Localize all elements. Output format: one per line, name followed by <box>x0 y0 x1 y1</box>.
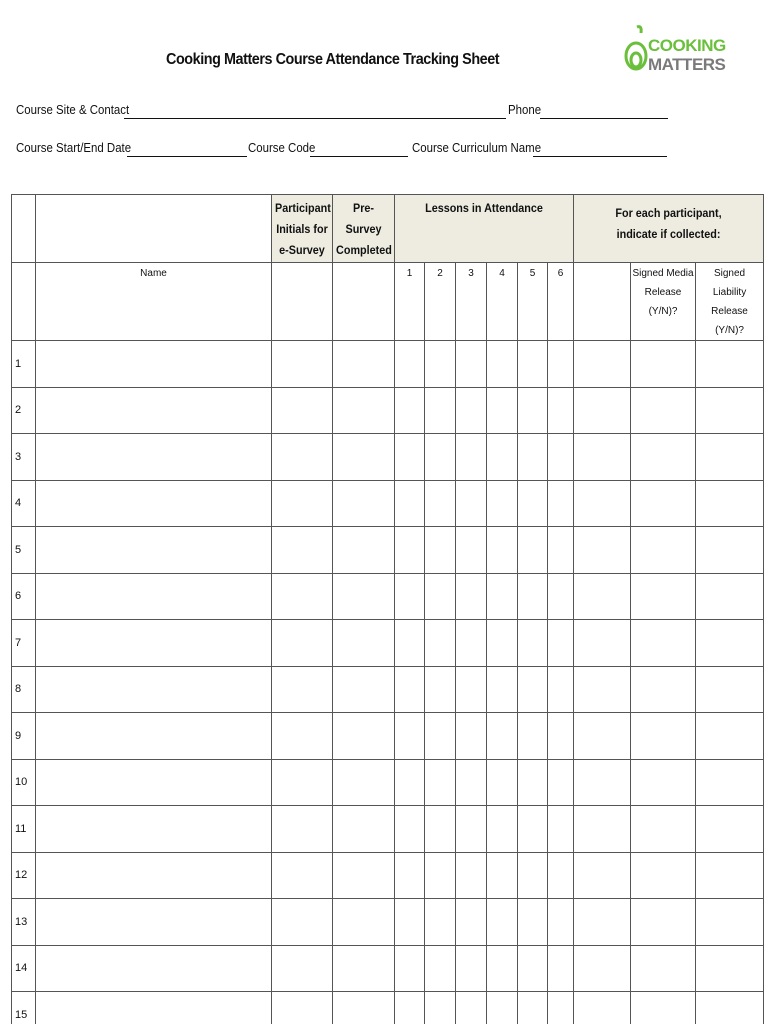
table-cell[interactable] <box>395 573 425 620</box>
table-cell[interactable] <box>36 992 272 1024</box>
table-cell[interactable] <box>631 666 696 713</box>
table-row <box>12 713 764 760</box>
table-cell[interactable] <box>518 387 548 434</box>
liability-header: Signed Liability Release (Y/N)? <box>711 268 748 336</box>
table-cell[interactable] <box>36 806 272 853</box>
table-cell[interactable] <box>456 852 487 899</box>
table-cell[interactable] <box>574 387 631 434</box>
table-cell[interactable] <box>456 434 487 481</box>
table-cell[interactable] <box>548 806 574 853</box>
row-number: 7 <box>12 620 36 667</box>
table-cell[interactable] <box>425 341 456 388</box>
table-row <box>12 852 764 899</box>
table-cell[interactable] <box>456 527 487 574</box>
row-number: 14 <box>12 945 36 992</box>
row-number: 2 <box>12 387 36 434</box>
row-number: 12 <box>12 852 36 899</box>
table-cell[interactable] <box>36 620 272 667</box>
table-cell[interactable] <box>487 387 518 434</box>
table-cell[interactable] <box>333 992 395 1024</box>
table-cell[interactable] <box>487 620 518 667</box>
table-cell[interactable] <box>518 620 548 667</box>
table-cell[interactable] <box>272 713 333 760</box>
table-cell[interactable] <box>425 992 456 1024</box>
table-cell[interactable] <box>518 434 548 481</box>
table-cell[interactable] <box>696 992 764 1024</box>
table-cell[interactable] <box>36 666 272 713</box>
table-cell[interactable] <box>487 992 518 1024</box>
table-cell[interactable] <box>36 899 272 946</box>
table-cell[interactable] <box>548 573 574 620</box>
table-row <box>12 387 764 434</box>
table-cell[interactable] <box>487 899 518 946</box>
curriculum-input[interactable] <box>533 156 667 157</box>
table-cell[interactable] <box>487 713 518 760</box>
collected-header: For each participant, indicate if collected: <box>615 206 722 241</box>
table-cell[interactable] <box>333 713 395 760</box>
table-cell[interactable] <box>36 527 272 574</box>
initials-header: Participant Initials for e-Survey <box>275 201 331 257</box>
table-cell[interactable] <box>272 945 333 992</box>
phone-input[interactable] <box>540 118 668 119</box>
table-cell[interactable] <box>425 573 456 620</box>
table-cell[interactable] <box>574 945 631 992</box>
table-cell[interactable] <box>395 759 425 806</box>
table-cell[interactable] <box>333 806 395 853</box>
table-row <box>12 620 764 667</box>
dates-label: Course Start/End Date <box>16 140 132 155</box>
table-cell[interactable] <box>272 852 333 899</box>
table-cell[interactable] <box>518 759 548 806</box>
table-row <box>12 434 764 481</box>
table-cell[interactable] <box>487 759 518 806</box>
table-cell[interactable] <box>272 992 333 1024</box>
table-cell[interactable] <box>456 666 487 713</box>
row-number: 1 <box>12 341 36 388</box>
table-cell[interactable] <box>456 945 487 992</box>
table-cell[interactable] <box>272 341 333 388</box>
table-cell[interactable] <box>631 480 696 527</box>
table-cell[interactable] <box>425 480 456 527</box>
table-cell[interactable] <box>395 852 425 899</box>
apple-logo-icon <box>624 24 650 76</box>
table-cell[interactable] <box>333 573 395 620</box>
table-cell[interactable] <box>487 480 518 527</box>
table-cell[interactable] <box>425 945 456 992</box>
row-number: 9 <box>12 713 36 760</box>
table-cell[interactable] <box>574 806 631 853</box>
table-cell[interactable] <box>631 527 696 574</box>
table-cell[interactable] <box>696 620 764 667</box>
table-cell[interactable] <box>696 480 764 527</box>
table-cell[interactable] <box>631 852 696 899</box>
table-cell[interactable] <box>631 899 696 946</box>
table-cell[interactable] <box>631 620 696 667</box>
table-cell[interactable] <box>548 620 574 667</box>
table-cell[interactable] <box>425 666 456 713</box>
table-cell[interactable] <box>518 573 548 620</box>
presurvey-header: Pre-Survey Completed <box>336 201 392 257</box>
table-cell[interactable] <box>696 945 764 992</box>
table-cell[interactable] <box>574 341 631 388</box>
table-cell[interactable] <box>487 573 518 620</box>
table-cell[interactable] <box>395 899 425 946</box>
table-row <box>12 899 764 946</box>
table-cell[interactable] <box>36 480 272 527</box>
table-cell[interactable] <box>487 434 518 481</box>
table-cell[interactable] <box>574 992 631 1024</box>
table-cell[interactable] <box>272 666 333 713</box>
table-cell[interactable] <box>487 806 518 853</box>
name-header: Name <box>140 268 167 279</box>
table-cell[interactable] <box>574 852 631 899</box>
table-row <box>12 666 764 713</box>
table-cell[interactable] <box>272 434 333 481</box>
lesson-4-header: 4 <box>499 268 505 279</box>
table-cell[interactable] <box>333 387 395 434</box>
row-number: 8 <box>12 666 36 713</box>
table-cell[interactable] <box>518 341 548 388</box>
table-cell[interactable] <box>456 573 487 620</box>
attendance-table <box>11 194 764 1024</box>
table-cell[interactable] <box>456 806 487 853</box>
lesson-6-header: 6 <box>557 268 564 279</box>
lessons-header: Lessons in Attendance <box>425 201 543 215</box>
table-cell[interactable] <box>696 806 764 853</box>
table-cell[interactable] <box>36 341 272 388</box>
table-cell[interactable] <box>395 480 425 527</box>
table-cell[interactable] <box>574 480 631 527</box>
table-row <box>12 341 764 388</box>
table-cell[interactable] <box>36 434 272 481</box>
table-cell[interactable] <box>548 713 574 760</box>
table-cell[interactable] <box>333 899 395 946</box>
table-cell[interactable] <box>631 573 696 620</box>
table-cell[interactable] <box>456 387 487 434</box>
table-cell[interactable] <box>425 434 456 481</box>
table-cell[interactable] <box>696 852 764 899</box>
table-cell[interactable] <box>696 434 764 481</box>
table-cell[interactable] <box>518 852 548 899</box>
table-cell[interactable] <box>333 945 395 992</box>
table-cell[interactable] <box>487 945 518 992</box>
cooking-matters-logo: COOKING MATTERS <box>624 24 734 78</box>
table-cell[interactable] <box>272 480 333 527</box>
table-cell[interactable] <box>36 945 272 992</box>
table-cell[interactable] <box>574 620 631 667</box>
page-title: Cooking Matters Course Attendance Tracking Sheet <box>166 51 500 68</box>
table-cell[interactable] <box>425 387 456 434</box>
lesson-1-header: 1 <box>406 268 413 279</box>
table-cell[interactable] <box>36 759 272 806</box>
table-cell[interactable] <box>631 759 696 806</box>
table-cell[interactable] <box>574 527 631 574</box>
table-cell[interactable] <box>518 945 548 992</box>
row-number: 10 <box>12 759 36 806</box>
table-cell[interactable] <box>518 992 548 1024</box>
row-number: 5 <box>12 527 36 574</box>
table-cell[interactable] <box>631 341 696 388</box>
table-cell[interactable] <box>574 573 631 620</box>
course-code-label: Course Code <box>248 140 316 155</box>
table-cell[interactable] <box>518 480 548 527</box>
table-cell[interactable] <box>574 713 631 760</box>
table-cell[interactable] <box>425 527 456 574</box>
table-cell[interactable] <box>696 341 764 388</box>
table-cell[interactable] <box>487 341 518 388</box>
table-cell[interactable] <box>456 759 487 806</box>
table-cell[interactable] <box>456 899 487 946</box>
table-cell[interactable] <box>631 992 696 1024</box>
lesson-5-header: 5 <box>529 268 536 279</box>
table-cell[interactable] <box>631 713 696 760</box>
table-cell[interactable] <box>395 713 425 760</box>
row-number: 6 <box>12 573 36 620</box>
table-cell[interactable] <box>696 527 764 574</box>
media-header: Signed Media Release (Y/N)? <box>632 268 694 317</box>
table-cell[interactable] <box>548 759 574 806</box>
table-cell[interactable] <box>574 759 631 806</box>
table-cell[interactable] <box>487 666 518 713</box>
table-cell[interactable] <box>518 527 548 574</box>
table-cell[interactable] <box>272 387 333 434</box>
table-cell[interactable] <box>333 341 395 388</box>
table-cell[interactable] <box>395 620 425 667</box>
table-cell[interactable] <box>272 899 333 946</box>
table-cell[interactable] <box>696 899 764 946</box>
table-cell[interactable] <box>548 992 574 1024</box>
table-cell[interactable] <box>456 480 487 527</box>
table-cell[interactable] <box>272 806 333 853</box>
lesson-3-header: 3 <box>468 268 474 279</box>
table-cell[interactable] <box>395 387 425 434</box>
table-cell[interactable] <box>548 480 574 527</box>
course-site-label: Course Site & Contact <box>16 102 130 117</box>
table-cell[interactable] <box>487 527 518 574</box>
table-cell[interactable] <box>548 666 574 713</box>
table-cell[interactable] <box>456 713 487 760</box>
table-row <box>12 806 764 853</box>
table-cell[interactable] <box>518 899 548 946</box>
table-cell[interactable] <box>631 434 696 481</box>
table-row <box>12 759 764 806</box>
table-cell[interactable] <box>518 666 548 713</box>
table-cell[interactable] <box>696 666 764 713</box>
table-cell[interactable] <box>272 573 333 620</box>
course-code-input[interactable] <box>310 156 408 157</box>
table-cell[interactable] <box>456 992 487 1024</box>
table-row <box>12 527 764 574</box>
table-cell[interactable] <box>487 852 518 899</box>
table-cell[interactable] <box>456 620 487 667</box>
table-row <box>12 992 764 1024</box>
table-cell[interactable] <box>548 852 574 899</box>
table-cell[interactable] <box>36 573 272 620</box>
table-row <box>12 945 764 992</box>
table-cell[interactable] <box>425 852 456 899</box>
table-cell[interactable] <box>395 434 425 481</box>
table-cell[interactable] <box>574 434 631 481</box>
table-cell[interactable] <box>272 759 333 806</box>
lesson-2-header: 2 <box>437 268 443 279</box>
table-cell[interactable] <box>395 806 425 853</box>
course-site-input[interactable] <box>124 118 506 119</box>
table-cell[interactable] <box>548 434 574 481</box>
phone-label: Phone <box>508 102 542 117</box>
table-cell[interactable] <box>631 806 696 853</box>
table-cell[interactable] <box>631 387 696 434</box>
table-cell[interactable] <box>696 759 764 806</box>
table-cell[interactable] <box>333 480 395 527</box>
table-cell[interactable] <box>395 666 425 713</box>
table-cell[interactable] <box>456 341 487 388</box>
table-cell[interactable] <box>425 713 456 760</box>
row-number: 3 <box>12 434 36 481</box>
table-cell[interactable] <box>548 341 574 388</box>
curriculum-label: Course Curriculum Name <box>412 140 542 155</box>
table-cell[interactable] <box>36 852 272 899</box>
table-cell[interactable] <box>548 527 574 574</box>
table-cell[interactable] <box>333 666 395 713</box>
table-cell[interactable] <box>425 899 456 946</box>
table-cell[interactable] <box>395 945 425 992</box>
table-cell[interactable] <box>395 341 425 388</box>
table-cell[interactable] <box>333 759 395 806</box>
row-number: 15 <box>12 992 36 1024</box>
table-cell[interactable] <box>425 620 456 667</box>
table-cell[interactable] <box>36 387 272 434</box>
table-cell[interactable] <box>574 899 631 946</box>
table-cell[interactable] <box>333 852 395 899</box>
table-row <box>12 480 764 527</box>
table-cell[interactable] <box>696 573 764 620</box>
dates-input[interactable] <box>127 156 247 157</box>
table-cell[interactable] <box>518 713 548 760</box>
table-cell[interactable] <box>425 806 456 853</box>
table-cell[interactable] <box>272 527 333 574</box>
table-cell[interactable] <box>333 620 395 667</box>
table-cell[interactable] <box>574 666 631 713</box>
table-row <box>12 573 764 620</box>
table-cell[interactable] <box>696 713 764 760</box>
table-cell[interactable] <box>395 992 425 1024</box>
table-cell[interactable] <box>518 806 548 853</box>
table-cell[interactable] <box>425 759 456 806</box>
table-cell[interactable] <box>631 945 696 992</box>
table-cell[interactable] <box>548 387 574 434</box>
table-cell[interactable] <box>696 387 764 434</box>
table-cell[interactable] <box>548 899 574 946</box>
table-cell[interactable] <box>333 434 395 481</box>
table-cell[interactable] <box>36 713 272 760</box>
row-number: 13 <box>12 899 36 946</box>
row-number: 4 <box>12 480 36 527</box>
table-cell[interactable] <box>272 620 333 667</box>
table-cell[interactable] <box>395 527 425 574</box>
table-cell[interactable] <box>333 527 395 574</box>
row-number: 11 <box>12 806 36 853</box>
table-cell[interactable] <box>548 945 574 992</box>
